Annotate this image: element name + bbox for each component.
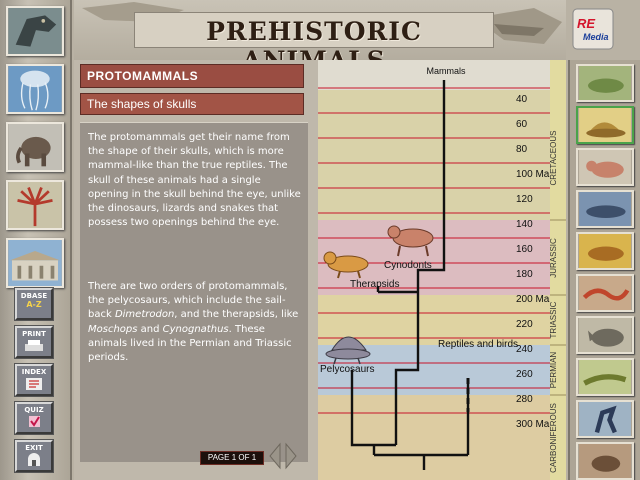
index-icon [22,377,46,391]
svg-text:Media: Media [583,32,609,42]
period-label-cretaceous: CRETACEOUS [549,130,558,186]
index-button[interactable] [15,364,53,396]
dimetrodon-thumbnail[interactable] [576,106,634,144]
svg-text:RE: RE [577,16,596,31]
crinoid-thumbnail[interactable] [6,180,64,230]
cynodonts-label: Cynodonts [384,260,432,271]
dimetrodon-term: Dimetrodon [114,309,175,321]
tick-label: 40 [516,94,528,105]
header [74,0,609,60]
re-media-logo[interactable] [572,8,614,50]
text-panel [80,122,308,462]
dbase-label: DBASE [20,292,48,300]
app-title: PREHISTORIC [206,17,422,46]
cynognathus-term: Cynognathus [162,323,229,335]
quiz-button[interactable] [15,402,53,434]
period-label-triassic: TRIASSIC [549,301,558,339]
mammoth-thumbnail[interactable] [6,122,64,172]
period-label-permian: PERMIAN [549,351,558,389]
amphibian-thumbnail[interactable] [576,190,634,228]
carboniferous-band [318,395,566,480]
dinosaur-thumbnail[interactable] [576,400,634,438]
dbase-sub-label: A-Z [26,300,42,309]
evolution-timeline-chart [318,60,566,480]
paragraph-2-text-c: , and the therapsids, like [174,309,299,321]
exit-button[interactable] [15,440,53,472]
tick-label: 60 [516,119,528,130]
tick-label: 200 Ma [516,294,550,305]
therapsids-label: Therapsids [350,279,400,290]
paragraph-2-text-a: There are two orders of protomammals, the pelycosaurs, which include the sail-back [88,281,288,321]
lizard-thumbnail[interactable] [576,64,634,102]
period-label-jurassic: JURASSIC [549,238,558,278]
therapsid-thumbnail[interactable] [576,232,634,270]
jellyfish-thumbnail[interactable] [6,64,64,114]
right-sidebar [568,60,640,480]
paragraph-2 [88,280,302,365]
museum-building-thumbnail[interactable] [6,238,64,288]
section-title: PROTOMAMMALS [80,64,304,88]
paragraph-2-text-g: . These animals lived in the Permian and Triassic periods. [88,323,292,364]
early-mammal-thumbnail[interactable] [576,442,634,480]
index-label: INDEX [21,368,47,376]
mammals-label: Mammals [426,66,466,76]
exit-label: EXIT [25,444,43,452]
page-indicator: PAGE 1 OF 1 [200,451,264,465]
tick-label: 120 [516,194,533,205]
next-page-arrow-icon[interactable] [284,442,298,470]
printer-icon [22,339,46,353]
paragraph-1: The protomammals get their name from the shape of their skulls, which is more mammal-like than the true reptiles. The skull of these animals had a single opening in the skull behind the eye, unlike the dinosaurs, lizards and snakes that possess two openings behind the eye. [88,132,301,229]
tick-label: 220 [516,319,533,330]
tick-label: 160 [516,244,533,255]
tick-label: 100 Ma [516,169,550,180]
section-subtitle: The shapes of skulls [80,93,304,115]
previous-page-arrow-icon[interactable] [268,442,282,470]
tick-label: 300 Ma [516,419,550,430]
pelycosaurs-label: Pelycosaurs [320,364,375,375]
moschops-term: Moschops [88,323,138,335]
sea-reptile-thumbnail[interactable] [576,274,634,312]
exit-door-icon [22,453,46,467]
lizard-2-thumbnail[interactable] [576,358,634,396]
tick-label: 260 [516,369,533,380]
dinosaur-head-thumbnail[interactable] [6,6,64,56]
print-button[interactable] [15,326,53,358]
paragraph-2-text-e: and [137,323,163,335]
cynodont-thumbnail[interactable] [576,148,634,186]
period-label-carboniferous: CARBONIFEROUS [549,403,558,473]
quiz-label: QUIZ [24,406,44,414]
tick-label: 80 [516,144,528,155]
dbase-button[interactable] [15,288,53,320]
left-sidebar [0,0,72,480]
tick-label: 140 [516,219,533,230]
ceratopsian-thumbnail[interactable] [576,316,634,354]
quiz-checkbox-icon [22,415,46,429]
reptiles-label: Reptiles and birds [438,339,519,350]
tick-label: 280 [516,394,533,405]
print-label: PRINT [22,330,46,338]
title-box [134,12,494,48]
tick-label: 180 [516,269,533,280]
tick-label: 240 [516,344,533,355]
